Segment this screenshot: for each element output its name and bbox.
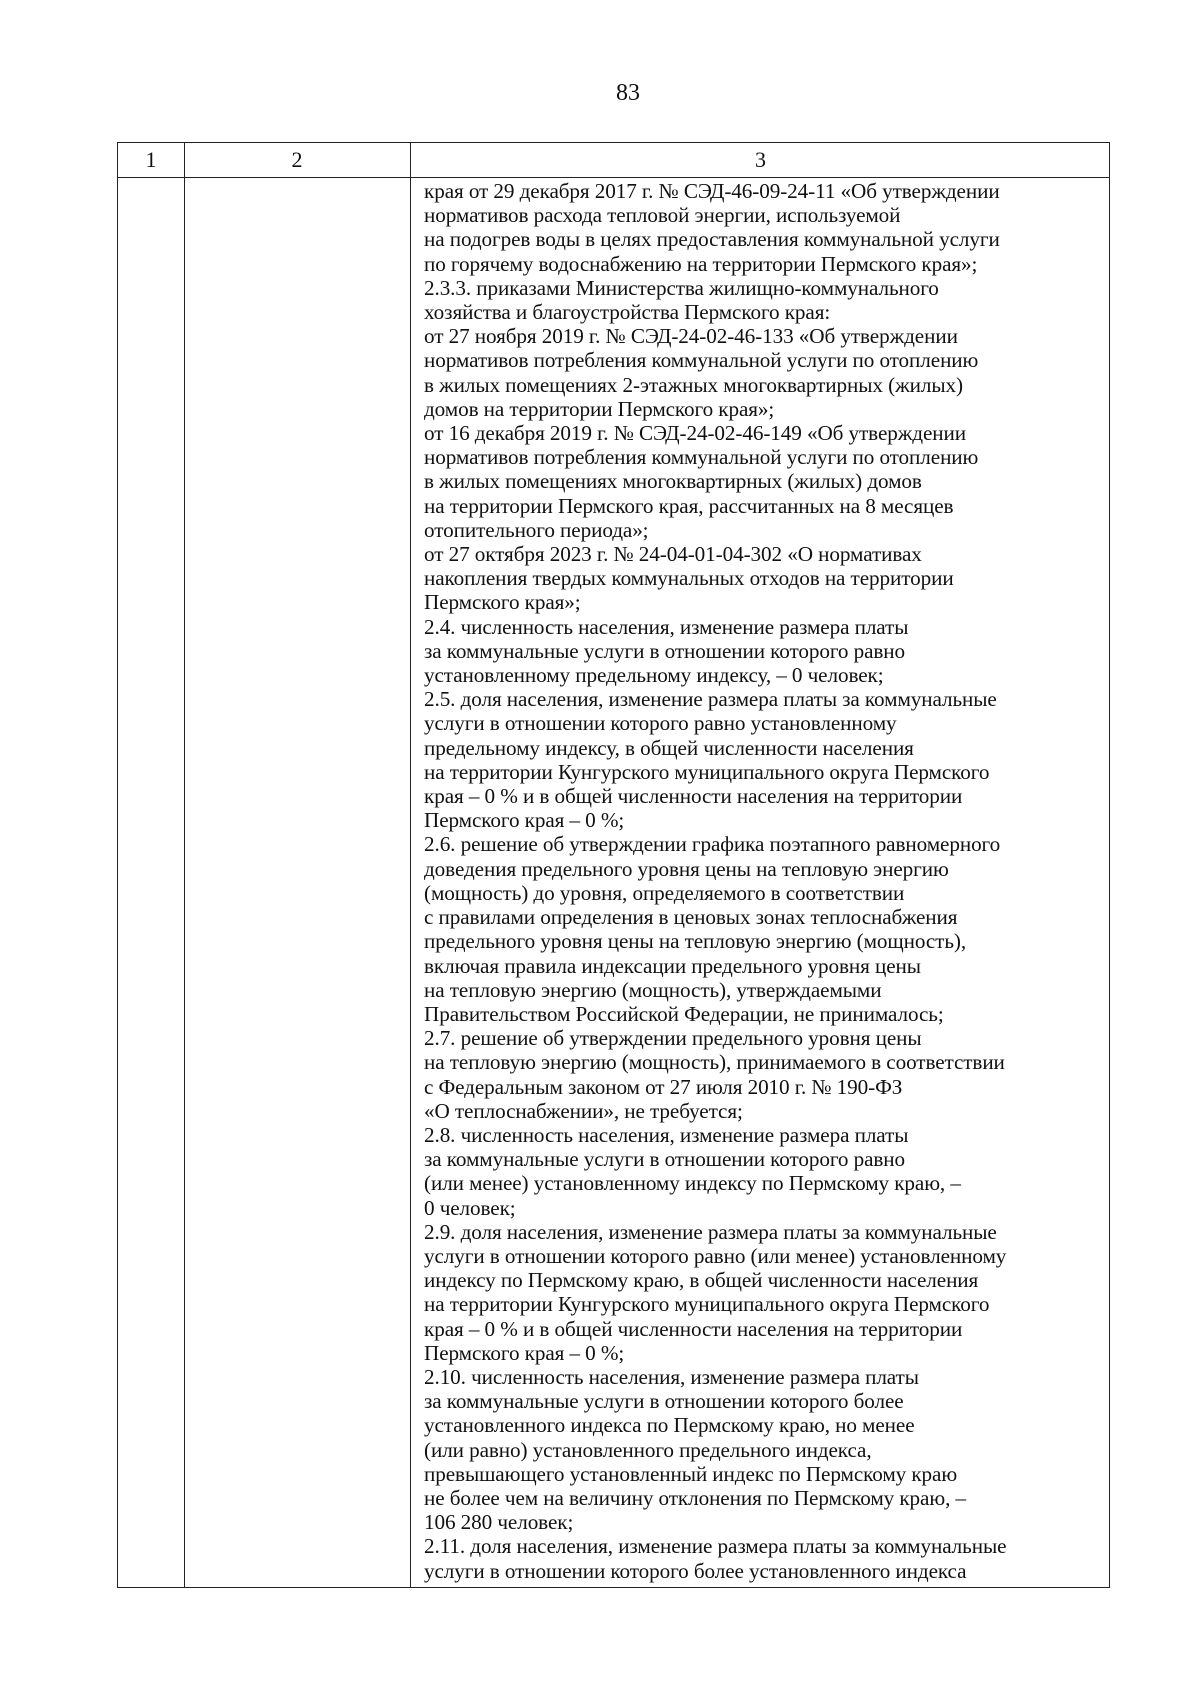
text-line: установленного индекса по Пермскому краю, но менее [424, 1413, 915, 1438]
text-line: хозяйства и благоустройства Пермского края: [424, 300, 831, 325]
text-line: Правительством Российской Федерации, не принималось; [424, 1001, 944, 1026]
text-line: 0 человек; [424, 1195, 516, 1220]
text-line: Пермского края»; [424, 590, 581, 615]
text-line: в жилых помещениях 2-этажных многоквартирных (жилых) [424, 372, 963, 397]
text-line: 2.9. доля населения, изменение размера платы за коммунальные [424, 1219, 997, 1244]
text-line: на подогрев воды в целях предоставления коммунальной услуги [424, 227, 1000, 252]
text-line: включая правила индексации предельного уровня цены [424, 953, 921, 978]
column-divider-1 [184, 143, 185, 1587]
text-line: с правилами определения в ценовых зонах теплоснабжения [424, 905, 958, 930]
text-line: (или равно) установленного предельного индекса, [424, 1437, 872, 1462]
text-line: на тепловую энергию (мощность), принимаемого в соответствии [424, 1050, 1005, 1075]
text-line: Пермского края – 0 %; [424, 808, 625, 833]
text-line: за коммунальные услуги в отношении которого более [424, 1389, 904, 1414]
text-line: за коммунальные услуги в отношении которого равно [424, 1147, 906, 1172]
column-divider-2 [410, 143, 411, 1587]
text-line: (или менее) установленному индексу по Пермскому краю, – [424, 1171, 961, 1196]
column-header-3: 3 [755, 147, 766, 172]
text-line: 2.10. численность населения, изменение размера платы [424, 1364, 919, 1389]
text-line: «О теплоснабжении», не требуется; [424, 1098, 743, 1123]
column-header-1: 1 [145, 147, 157, 172]
text-line: края от 29 декабря 2017 г. № СЭД-46-09-24-11 «Об утверждении [424, 179, 1000, 203]
text-line: по горячему водоснабжению на территории Пермского края»; [424, 251, 978, 276]
text-line: превышающего установленный индекс по Пермскому краю [424, 1461, 958, 1486]
text-line: 2.5. доля населения, изменение размера платы за коммунальные [424, 687, 997, 712]
text-line: отопительного периода»; [424, 517, 649, 542]
text-line: Пермского края – 0 %; [424, 1340, 625, 1365]
text-line: установленному предельному индексу, – 0 человек; [424, 663, 884, 688]
text-line: с Федеральным законом от 27 июля 2010 г. № 190-ФЗ [424, 1074, 903, 1099]
text-line: на тепловую энергию (мощность), утверждаемыми [424, 977, 882, 1002]
text-line: от 27 ноября 2019 г. № СЭД-24-02-46-133 «Об утверждении [424, 324, 958, 349]
text-line: края – 0 % и в общей численности населения на территории [424, 784, 963, 809]
text-line: (мощность) до уровня, определяемого в соответствии [424, 880, 905, 905]
text-line: на территории Кунгурского муниципального округа Пермского [424, 1292, 990, 1317]
text-line: индексу по Пермскому краю, в общей численности населения [424, 1268, 979, 1293]
text-line: 2.4. численность населения, изменение размера платы [424, 614, 909, 639]
text-line: 2.11. доля населения, изменение размера платы за коммунальные [424, 1534, 1007, 1559]
text-line: накопления твердых коммунальных отходов на территории [424, 566, 954, 591]
text-line: нормативов потребления коммунальной услуги по отоплению [424, 348, 979, 373]
text-line: доведения предельного уровня цены на тепловую энергию [424, 856, 949, 881]
header-divider [118, 177, 1109, 178]
text-line: предельному индексу, в общей численности населения [424, 735, 914, 760]
column-3-text [424, 179, 1114, 1583]
text-line: нормативов потребления коммунальной услуги по отоплению [424, 445, 979, 470]
text-line: услуги в отношении которого равно установленному [424, 711, 897, 736]
text-line: края – 0 % и в общей численности населения на территории [424, 1316, 963, 1341]
text-line: услуги в отношении которого равно (или менее) установленному [424, 1243, 1007, 1268]
text-line: за коммунальные услуги в отношении которого равно [424, 638, 906, 663]
column-header-2: 2 [291, 147, 303, 172]
text-line: домов на территории Пермского края»; [424, 396, 775, 421]
text-line: от 16 декабря 2019 г. № СЭД-24-02-46-149 «Об утверждении [424, 421, 967, 446]
text-line: не более чем на величину отклонения по Пермскому краю, – [424, 1485, 966, 1510]
text-line: предельного уровня цены на тепловую энергию (мощность), [424, 929, 967, 954]
text-line: услуги в отношении которого более установленного индекса [424, 1558, 967, 1583]
text-line: 2.3.3. приказами Министерства жилищно-коммунального [424, 275, 939, 300]
text-line: нормативов расхода тепловой энергии, используемой [424, 203, 901, 228]
document-table [117, 142, 1110, 1588]
text-line: 2.7. решение об утверждении предельного уровня цены [424, 1026, 922, 1051]
text-line: на территории Пермского края, рассчитанных на 8 месяцев [424, 493, 954, 518]
text-line: 2.8. численность населения, изменение размера платы [424, 1122, 909, 1147]
page-number: 83 [616, 80, 640, 106]
text-line: от 27 октября 2023 г. № 24-04-01-04-302 «О нормативах [424, 542, 922, 567]
text-line: на территории Кунгурского муниципального округа Пермского [424, 759, 990, 784]
text-line: 106 280 человек; [424, 1510, 574, 1535]
text-line: 2.6. решение об утверждении графика поэтапного равномерного [424, 832, 1001, 857]
text-line: в жилых помещениях многоквартирных (жилых) домов [424, 469, 922, 494]
